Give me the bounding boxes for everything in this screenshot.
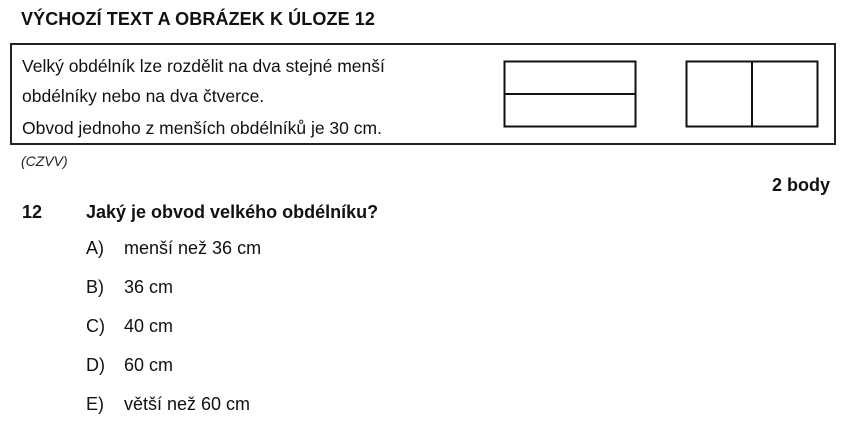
- option-letter: C): [86, 316, 105, 336]
- answer-option-a[interactable]: [86, 238, 261, 277]
- option-text: 40 cm: [124, 316, 174, 336]
- answer-option-e[interactable]: [86, 394, 261, 433]
- answer-option-c[interactable]: [86, 316, 261, 355]
- rectangle-split-horizontal-icon: [503, 60, 637, 128]
- source-text-line: Obvod jednoho z menších obdélníků je 30 cm.: [22, 118, 382, 138]
- question-number: 12: [22, 202, 43, 222]
- option-letter: D): [86, 355, 105, 375]
- points-label: 2 body: [771, 175, 830, 195]
- option-text: menší než 36 cm: [124, 238, 262, 258]
- source-note: (CZVV): [21, 153, 68, 169]
- source-text-line: obdélníky nebo na dva čtverce.: [22, 86, 265, 106]
- source-text-box: [10, 43, 836, 145]
- answer-options: [86, 238, 261, 433]
- question-text: Jaký je obvod velkého obdélníku?: [86, 202, 379, 222]
- source-text-line: Velký obdélník lze rozdělit na dva stejné menší: [22, 56, 385, 76]
- source-text: [22, 51, 472, 143]
- option-letter: B): [86, 277, 104, 297]
- option-text: 60 cm: [124, 355, 174, 375]
- answer-option-b[interactable]: [86, 277, 261, 316]
- rectangle-split-vertical-icon: [685, 60, 819, 128]
- section-heading: VÝCHOZÍ TEXT A OBRÁZEK K ÚLOZE 12: [21, 9, 375, 29]
- option-letter: E): [86, 394, 104, 414]
- option-text: 36 cm: [124, 277, 174, 297]
- answer-option-d[interactable]: [86, 355, 261, 394]
- option-text: větší než 60 cm: [124, 394, 251, 414]
- option-letter: A): [86, 238, 104, 258]
